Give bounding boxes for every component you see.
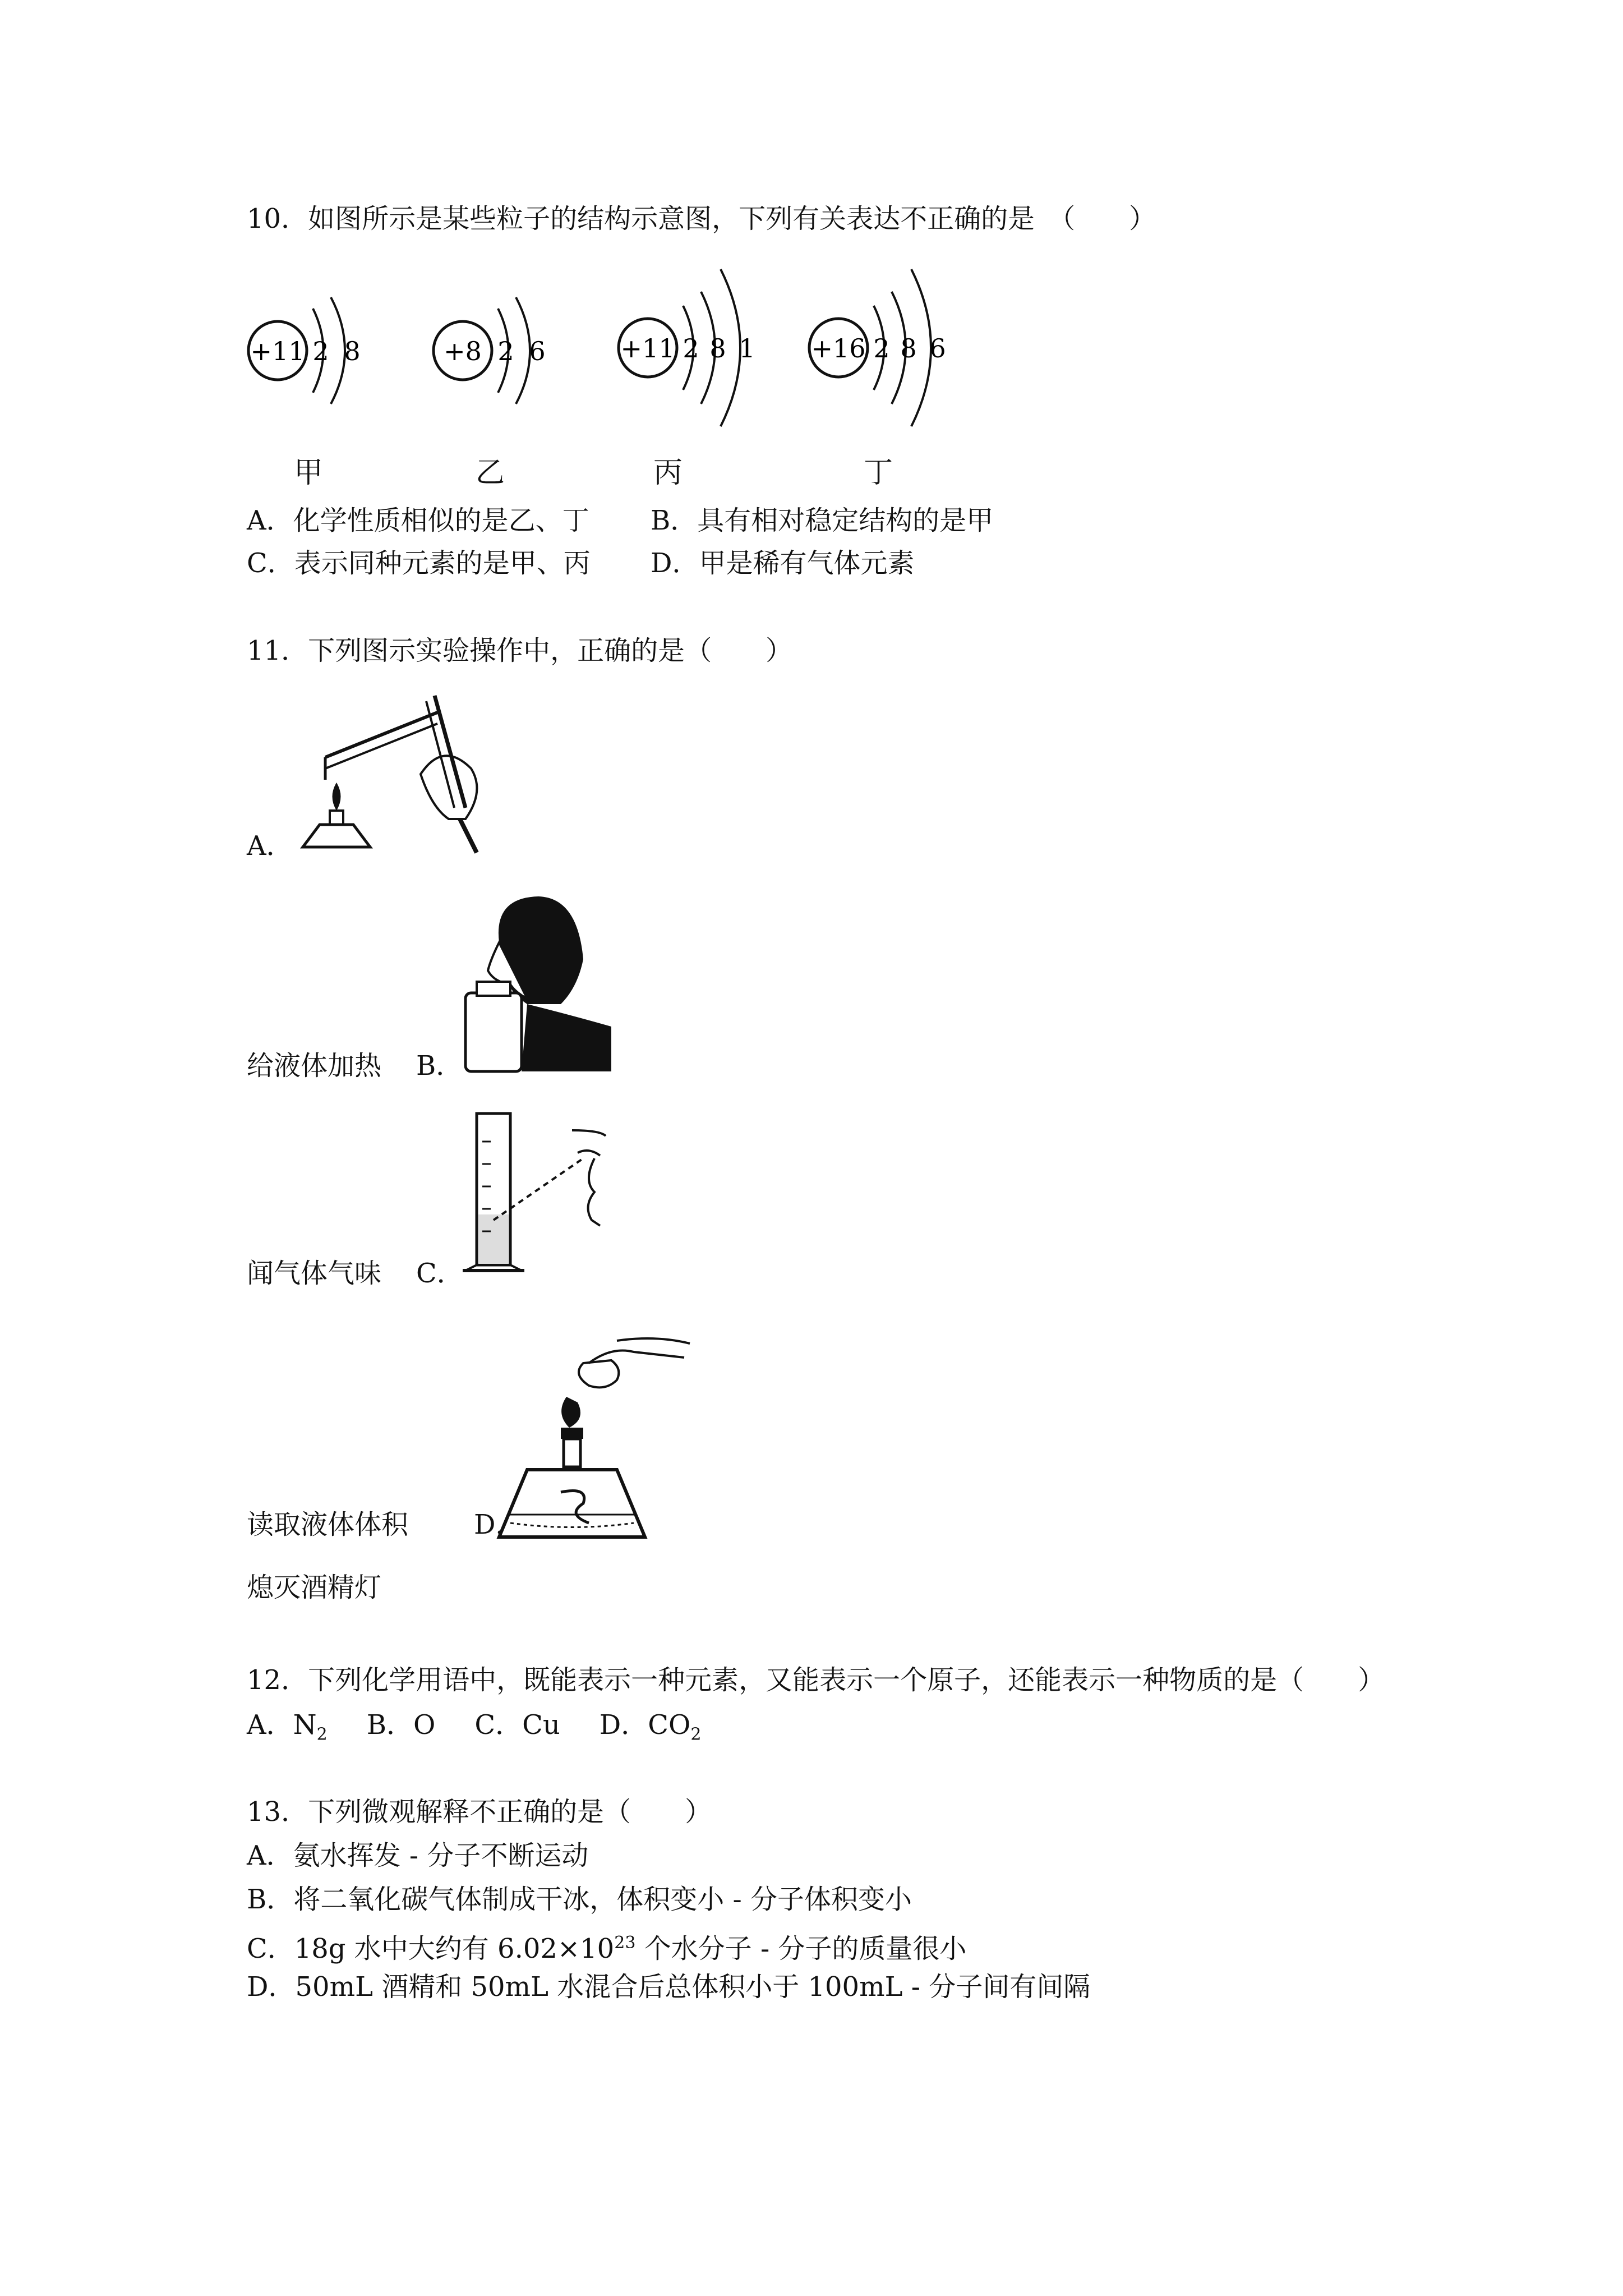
q12-option-a: A．N <box>247 1709 317 1741</box>
q11-option-b-letter: B． <box>416 1050 463 1082</box>
q13-option-c <box>247 1926 966 1966</box>
atom-diagram-ding <box>808 258 976 438</box>
atom-bing-shell-3: 1 <box>739 333 755 364</box>
heating-test-tube-illustration <box>292 690 505 858</box>
atom-bing-nucleus: +11 <box>620 333 675 364</box>
q11-option-a-letter: A． <box>247 830 293 862</box>
q11-stem: 11．下列图示实验操作中，正确的是（ ） <box>247 635 793 666</box>
q12-stem: 12．下列化学用语中，既能表示一种元素，又能表示一个原子，还能表示一种物质的是（ ） <box>247 1664 1385 1696</box>
atom-ding-nucleus: +16 <box>811 333 866 364</box>
atom-ding-shell-1: 2 <box>873 333 890 364</box>
smelling-gas-illustration <box>460 892 628 1077</box>
q11-option-d-letter: D． <box>474 1509 523 1540</box>
atom-label-bing: 丙 <box>653 456 683 490</box>
q12-option-d-sub: 2 <box>690 1724 702 1745</box>
atom-label-jia: 甲 <box>294 456 324 490</box>
q12-option-a-sub: 2 <box>316 1724 328 1745</box>
q10-stem: 10．如图所示是某些粒子的结构示意图，下列有关表达不正确的是 （ ） <box>247 203 1156 234</box>
atom-label-ding: 丁 <box>864 456 893 490</box>
atom-label-yi: 乙 <box>476 456 505 490</box>
q13-option-b: B．将二氧化碳气体制成干冰，体积变小 - 分子体积变小 <box>247 1884 912 1915</box>
q13-option-c-post: 个水分子 - 分子的质量很小 <box>635 1933 967 1964</box>
q11-option-d-caption: 熄灭酒精灯 <box>247 1572 382 1603</box>
atom-yi-shell-1: 2 <box>497 336 514 366</box>
q10-option-d: D．甲是稀有气体元素 <box>651 547 915 579</box>
q13-option-c-sup: 23 <box>614 1933 636 1953</box>
atom-jia-shell-2: 8 <box>344 336 361 366</box>
atom-yi-shell-2: 6 <box>529 336 546 366</box>
q12-option-b: B．O <box>366 1709 436 1741</box>
q13-option-d: D．50mL 酒精和 50mL 水混合后总体积小于 100mL - 分子间有间隔 <box>247 1971 1091 2003</box>
q13-option-a: A．氨水挥发 - 分子不断运动 <box>247 1840 589 1871</box>
atom-jia-shell-1: 2 <box>312 336 329 366</box>
atom-ding-shell-3: 6 <box>929 333 946 364</box>
atom-jia-nucleus: +11 <box>250 336 305 366</box>
q12-options <box>247 1708 701 1752</box>
atom-yi-nucleus: +8 <box>444 336 482 366</box>
q11-option-c-letter: C． <box>416 1258 464 1289</box>
q13-stem: 13．下列微观解释不正确的是（ ） <box>247 1796 712 1828</box>
atom-ding-shell-2: 8 <box>900 333 917 364</box>
atom-diagram-bing <box>617 258 785 438</box>
atom-bing-shell-2: 8 <box>709 333 726 364</box>
atom-diagram-yi <box>432 275 578 426</box>
q13-option-c-pre: C．18g 水中大约有 6.02×10 <box>247 1933 615 1964</box>
q12-option-c: C．Cu <box>474 1709 560 1741</box>
q12-option-d: D．CO <box>599 1709 691 1741</box>
q11-option-c-caption: 读取液体体积 <box>247 1509 409 1540</box>
reading-cylinder-illustration <box>460 1108 617 1287</box>
q10-option-b: B．具有相对稳定结构的是甲 <box>651 505 994 536</box>
q10-option-a: A．化学性质相似的是乙、丁 <box>247 505 589 536</box>
q11-option-b-caption: 闻气体气味 <box>247 1258 382 1289</box>
q11-option-a-caption: 给液体加热 <box>247 1050 382 1082</box>
atom-bing-shell-1: 2 <box>683 333 699 364</box>
q10-option-c: C．表示同种元素的是甲、丙 <box>247 547 591 579</box>
atom-diagram-jia <box>247 275 393 426</box>
